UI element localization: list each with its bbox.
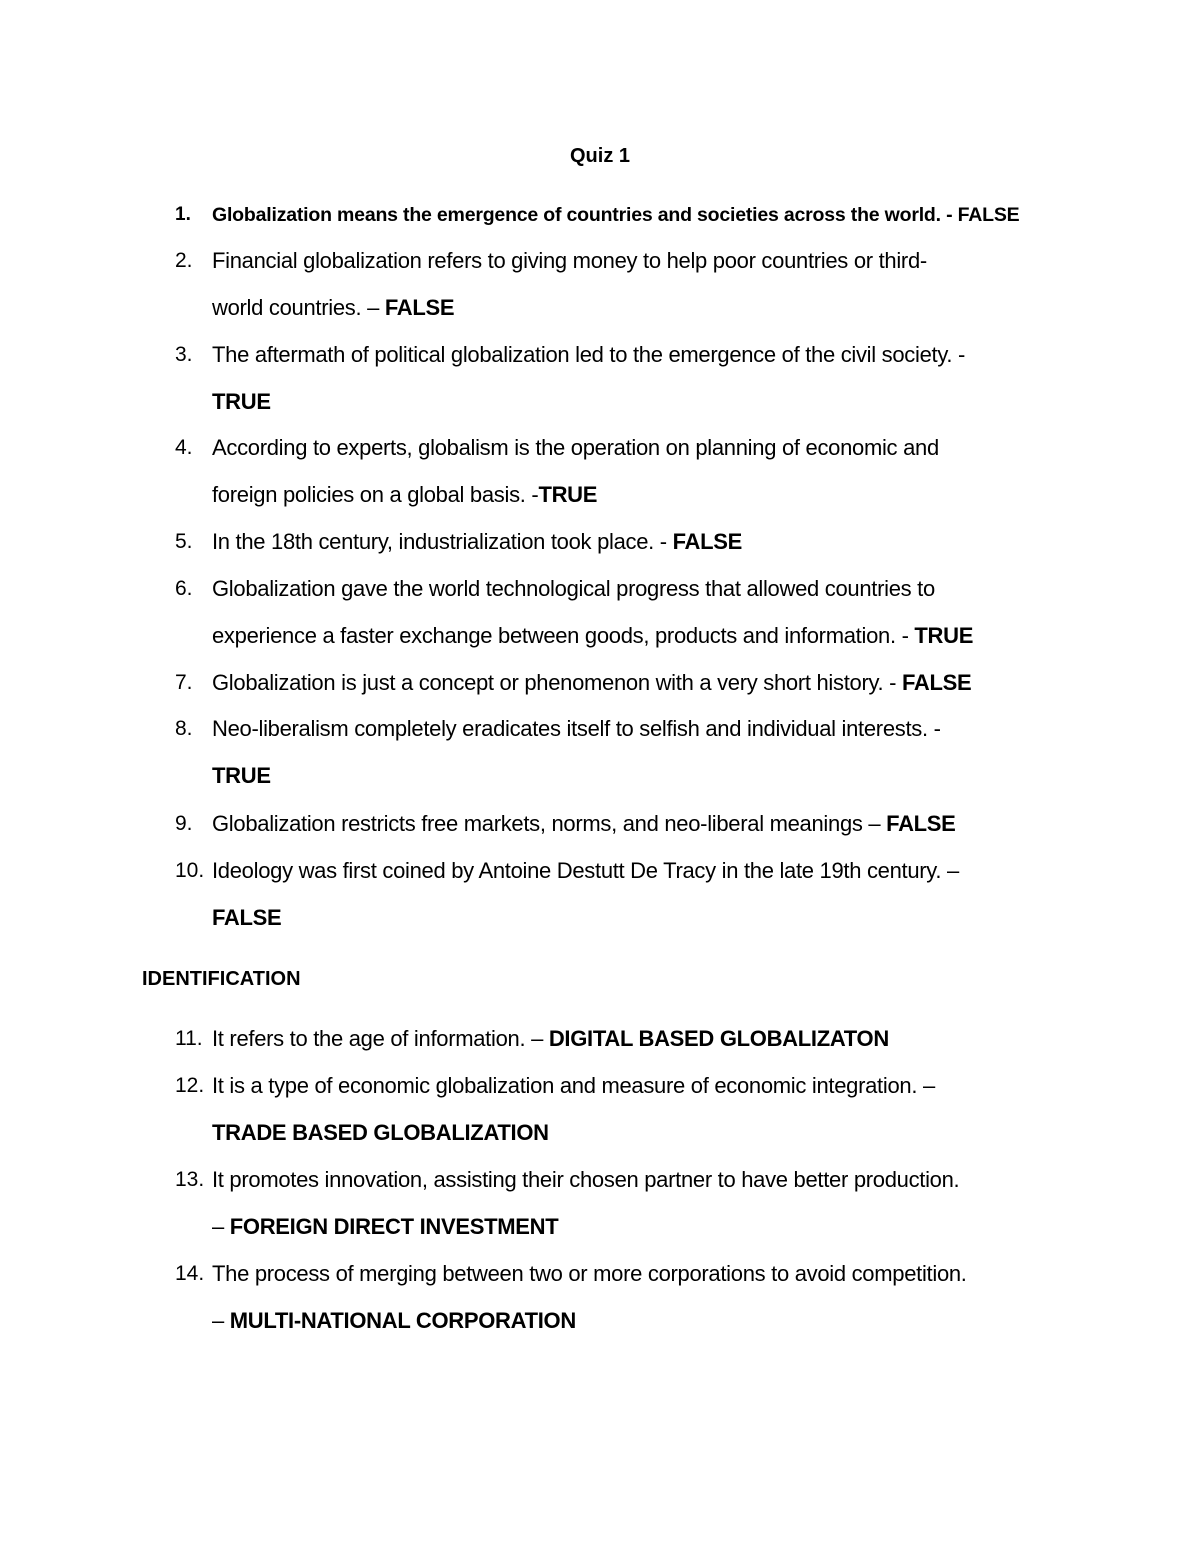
item-text bbox=[212, 1016, 1072, 1063]
item-answer: MULTI-NATIONAL CORPORATION bbox=[223, 1307, 576, 1333]
item-line: The process of merging between two or more corporations to avoid competition. bbox=[212, 1261, 967, 1286]
item-answer: FALSE bbox=[666, 529, 743, 554]
item-answer: TRADE BASED GLOBALIZATION bbox=[212, 1119, 549, 1145]
item-line bbox=[212, 895, 1072, 942]
item-answer: DIGITAL BASED GLOBALIZATON bbox=[543, 1026, 889, 1051]
item-number: 8. bbox=[175, 717, 193, 740]
item-number: 6. bbox=[175, 577, 193, 600]
item-text bbox=[212, 660, 1072, 707]
item-answer: FALSE bbox=[952, 204, 1020, 226]
item-line: Globalization is just a concept or phenomenon with a very short history. - FALSE bbox=[212, 670, 972, 695]
item-number: 7. bbox=[175, 671, 193, 694]
item-line: It promotes innovation, assisting their chosen partner to have better production. bbox=[212, 1167, 960, 1192]
item-text bbox=[212, 425, 1072, 518]
page-title: Quiz 1 bbox=[569, 145, 630, 167]
item-number: 1. bbox=[175, 204, 191, 225]
item-answer: TRUE bbox=[538, 481, 598, 507]
item-line bbox=[212, 753, 1072, 800]
item-text bbox=[212, 1157, 1072, 1250]
item-line bbox=[212, 379, 1072, 426]
item-text bbox=[212, 332, 1072, 425]
item-line: It refers to the age of information. – DIGITAL BASED GLOBALIZATON bbox=[212, 1026, 889, 1051]
item-line: The aftermath of political globalization led to the emergence of the civil society. - bbox=[212, 342, 966, 367]
item-number: 10. bbox=[175, 859, 205, 882]
item-line: Financial globalization refers to giving money to help poor countries or third- bbox=[212, 248, 927, 273]
item-text bbox=[212, 566, 1072, 659]
item-answer: FALSE bbox=[379, 294, 455, 320]
item-number: 11. bbox=[175, 1027, 203, 1050]
item-text bbox=[212, 1063, 1072, 1156]
item-answer: FALSE bbox=[212, 904, 282, 930]
item-text bbox=[212, 519, 1072, 566]
item-line bbox=[212, 1110, 1072, 1157]
item-number: 13. bbox=[175, 1168, 205, 1191]
item-text bbox=[212, 801, 1072, 848]
item-line: – FOREIGN DIRECT INVESTMENT bbox=[212, 1213, 559, 1239]
section-heading-identification: IDENTIFICATION bbox=[142, 968, 301, 990]
item-answer: FOREIGN DIRECT INVESTMENT bbox=[223, 1213, 559, 1239]
item-text bbox=[212, 192, 1072, 239]
item-line: world countries. – FALSE bbox=[212, 294, 455, 320]
item-line: Globalization means the emergence of countries and societies across the world. - FALSE bbox=[212, 204, 1020, 226]
item-number: 2. bbox=[175, 249, 193, 272]
item-number: 4. bbox=[175, 436, 193, 459]
item-line: experience a faster exchange between goods, products and information. - TRUE bbox=[212, 622, 974, 648]
item-number: 9. bbox=[175, 812, 193, 835]
item-answer: TRUE bbox=[212, 388, 271, 414]
item-text bbox=[212, 1251, 1072, 1344]
item-line: Globalization restricts free markets, norms, and neo-liberal meanings – FALSE bbox=[212, 811, 956, 836]
item-text bbox=[212, 706, 1072, 799]
item-line: foreign policies on a global basis. -TRUE bbox=[212, 481, 598, 507]
item-answer: TRUE bbox=[212, 762, 271, 788]
item-answer: TRUE bbox=[908, 622, 974, 648]
item-line: In the 18th century, industrialization took place. - FALSE bbox=[212, 529, 743, 554]
item-line: It is a type of economic globalization and measure of economic integration. – bbox=[212, 1073, 935, 1098]
item-text bbox=[212, 238, 1072, 331]
item-line: Ideology was first coined by Antoine Destutt De Tracy in the late 19th century. – bbox=[212, 858, 959, 883]
item-line: – MULTI-NATIONAL CORPORATION bbox=[212, 1307, 576, 1333]
item-answer: FALSE bbox=[880, 811, 956, 836]
item-line: According to experts, globalism is the operation on planning of economic and bbox=[212, 435, 939, 460]
item-number: 5. bbox=[175, 530, 193, 553]
item-number: 12. bbox=[175, 1074, 205, 1097]
item-number: 3. bbox=[175, 343, 193, 366]
item-number: 14. bbox=[175, 1262, 205, 1285]
item-answer: FALSE bbox=[896, 670, 972, 695]
item-line: Neo-liberalism completely eradicates itself to selfish and individual interests. - bbox=[212, 716, 941, 741]
item-line: Globalization gave the world technological progress that allowed countries to bbox=[212, 576, 935, 601]
item-text bbox=[212, 848, 1072, 941]
